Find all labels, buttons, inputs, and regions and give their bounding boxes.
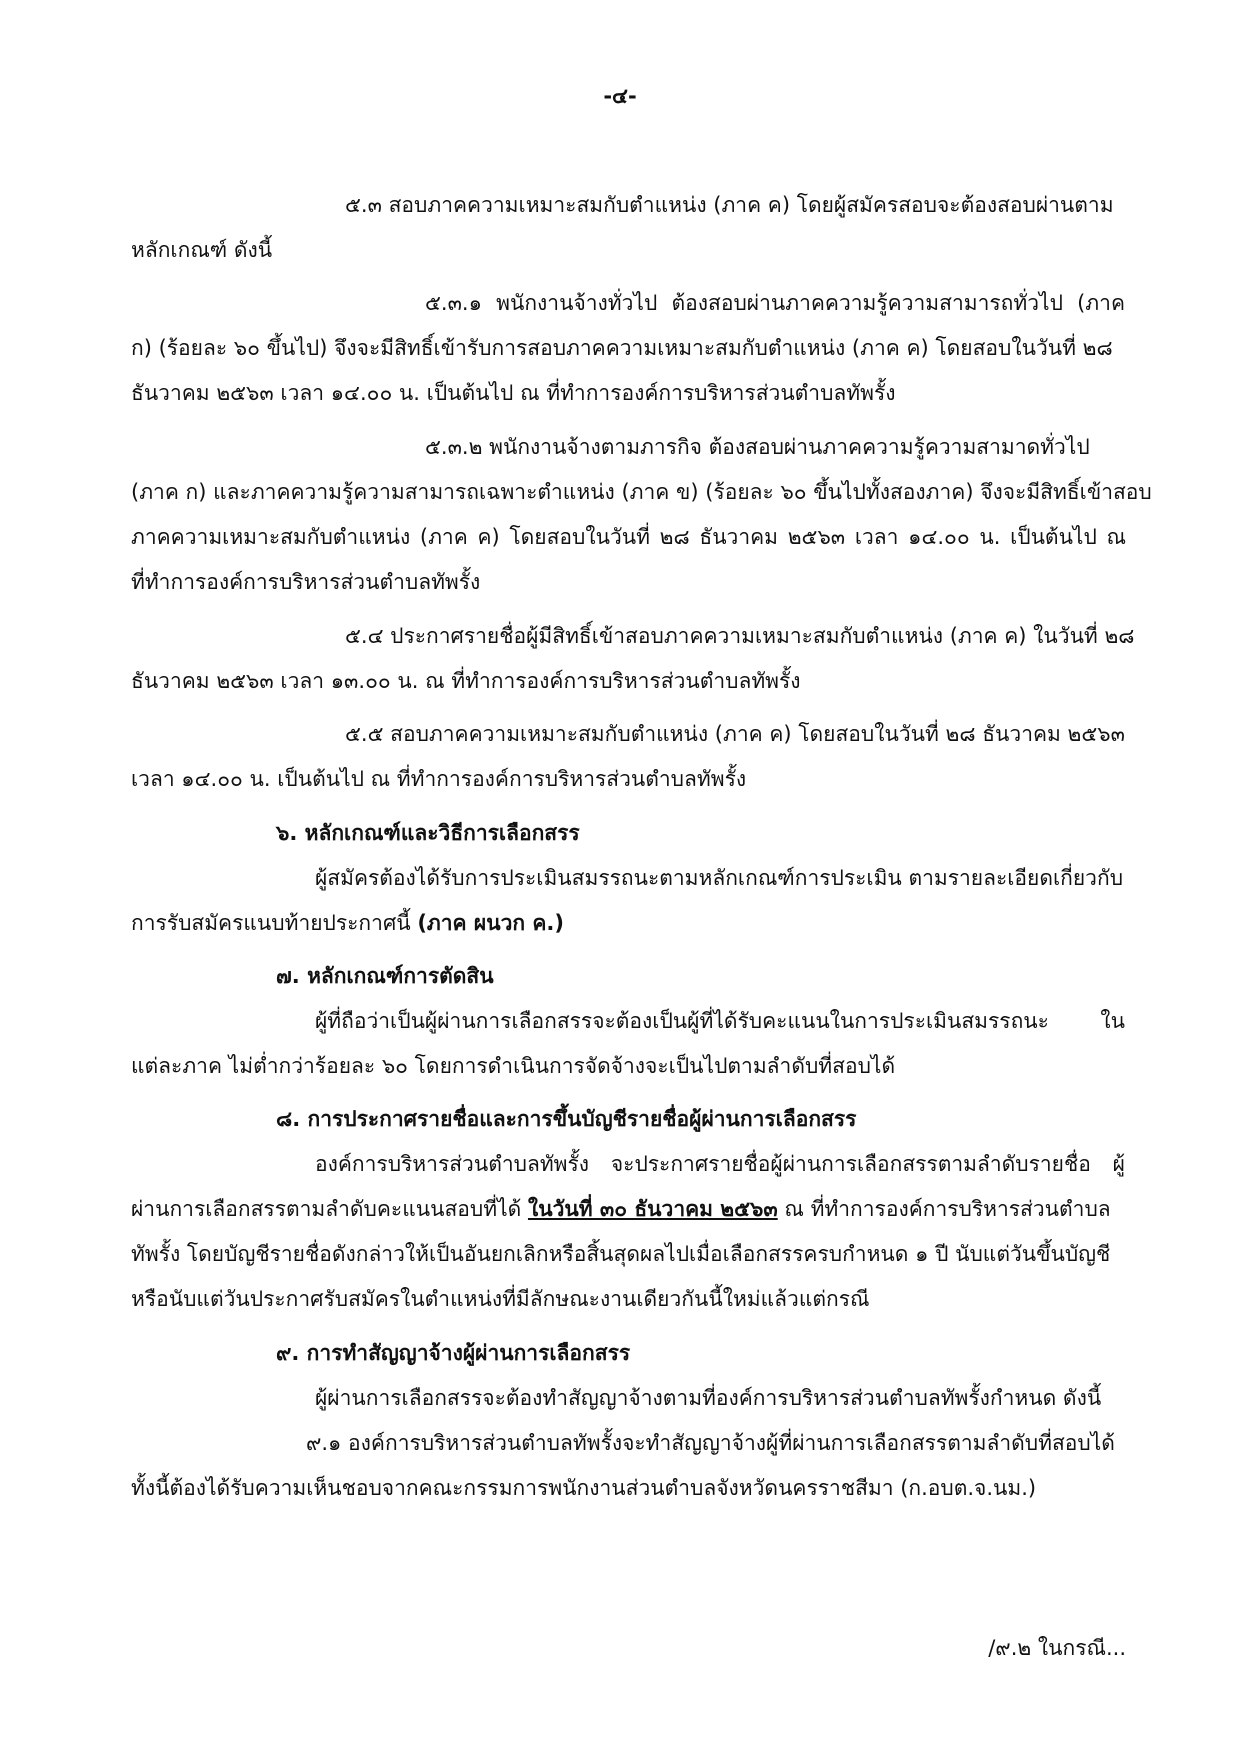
section-5-5-line-2: เวลา ๑๔.๐๐ น. เป็นต้นไป ณ ที่ทำการองค์การบริหารส่วนตำบลทัพรั้ง bbox=[131, 767, 747, 791]
section-5-3-line-2: หลักเกณฑ์ ดังนี้ bbox=[131, 238, 273, 262]
section-5-4-line-2: ธันวาคม ๒๕๖๓ เวลา ๑๓.๐๐ น. ณ ที่ทำการองค์การบริหารส่วนตำบลทัพรั้ง bbox=[131, 669, 801, 693]
page-number: -๔- bbox=[603, 84, 637, 108]
appendix-reference: (ภาค ผนวก ค.) bbox=[417, 911, 565, 935]
section-8-line-2-post: ณ ที่ทำการองค์การบริหารส่วนตำบล bbox=[777, 1197, 1111, 1221]
section-8-line-2 bbox=[131, 1194, 1126, 1224]
section-6-line-2-text: การรับสมัครแนบท้ายประกาศนี้ bbox=[131, 911, 418, 935]
section-5-3-1-line-3: ธันวาคม ๒๕๖๓ เวลา ๑๔.๐๐ น. เป็นต้นไป ณ ที่ทำการองค์การบริหารส่วนตำบลทัพรั้ง bbox=[131, 381, 896, 405]
section-6-line-1: ผู้สมัครต้องได้รับการประเมินสมรรถนะตามหลักเกณฑ์การประเมิน ตามรายละเอียดเกี่ยวกับ bbox=[315, 866, 1124, 890]
section-7-heading: ๗. หลักเกณฑ์การตัดสิน bbox=[276, 964, 494, 988]
section-8-line-3: ทัพรั้ง โดยบัญชีรายชื่อดังกล่าวให้เป็นอันยกเลิกหรือสิ้นสุดผลไปเมื่อเลือกสรรครบกำหนด ๑ ปี นับแต่วันขึ้นบัญชี bbox=[131, 1242, 1111, 1266]
section-5-4-line-1: ๕.๔ ประกาศรายชื่อผู้มีสิทธิ์เข้าสอบภาคความเหมาะสมกับตำแหน่ง (ภาค ค) ในวันที่ ๒๘ bbox=[345, 624, 1135, 648]
section-9-heading: ๙. การทำสัญญาจ้างผู้ผ่านการเลือกสรร bbox=[276, 1341, 631, 1365]
section-9-line-1: ผู้ผ่านการเลือกสรรจะต้องทำสัญญาจ้างตามที่องค์การบริหารส่วนตำบลทัพรั้งกำหนด ดังนี้ bbox=[315, 1386, 1102, 1410]
section-6-line-2 bbox=[131, 908, 1126, 938]
section-8-line-4: หรือนับแต่วันประกาศรับสมัครในตำแหน่งที่มีลักษณะงานเดียวกันนี้ใหม่แล้วแต่กรณี bbox=[131, 1287, 870, 1311]
section-5-3-1-line-1: ๕.๓.๑ พนักงานจ้างทั่วไป ต้องสอบผ่านภาคความรู้ความสามารถทั่วไป (ภาค bbox=[425, 291, 1125, 315]
section-8-line-1: องค์การบริหารส่วนตำบลทัพรั้ง จะประกาศรายชื่อผู้ผ่านการเลือกสรรตามลำดับรายชื่อ ผู้ bbox=[315, 1152, 1125, 1176]
section-7-line-1: ผู้ที่ถือว่าเป็นผู้ผ่านการเลือกสรรจะต้องเป็นผู้ที่ได้รับคะแนนในการประเมินสมรรถนะ ใน bbox=[315, 1009, 1125, 1033]
section-5-5-line-1: ๕.๕ สอบภาคความเหมาะสมกับตำแหน่ง (ภาค ค) โดยสอบในวันที่ ๒๘ ธันวาคม ๒๕๖๓ bbox=[345, 722, 1125, 746]
section-5-3-2-line-3: ภาคความเหมาะสมกับตำแหน่ง (ภาค ค) โดยสอบในวันที่ ๒๘ ธันวาคม ๒๕๖๓ เวลา ๑๔.๐๐ น. เป็นต้นไป ณ bbox=[131, 525, 1126, 549]
section-5-3-line-1: ๕.๓ สอบภาคความเหมาะสมกับตำแหน่ง (ภาค ค) โดยผู้สมัครสอบจะต้องสอบผ่านตาม bbox=[345, 193, 1114, 217]
section-8-line-2-pre: ผ่านการเลือกสรรตามลำดับคะแนนสอบที่ได้ bbox=[131, 1197, 528, 1221]
section-8-heading: ๘. การประกาศรายชื่อและการขึ้นบัญชีรายชื่อผู้ผ่านการเลือกสรร bbox=[276, 1107, 857, 1131]
section-5-3-2-line-4: ที่ทำการองค์การบริหารส่วนตำบลทัพรั้ง bbox=[131, 570, 481, 594]
section-9-line-2: ๙.๑ องค์การบริหารส่วนตำบลทัพรั้งจะทำสัญญาจ้างผู้ที่ผ่านการเลือกสรรตามลำดับที่สอบได้ bbox=[306, 1431, 1115, 1455]
continuation-footer: /๙.๒ ในกรณี... bbox=[988, 1636, 1126, 1660]
section-7-line-2: แต่ละภาค ไม่ต่ำกว่าร้อยละ ๖๐ โดยการดำเนินการจัดจ้างจะเป็นไปตามลำดับที่สอบได้ bbox=[131, 1054, 896, 1078]
section-9-line-3: ทั้งนี้ต้องได้รับความเห็นชอบจากคณะกรรมการพนักงานส่วนตำบลจังหวัดนครราชสีมา (ก.อบต.จ.นม.) bbox=[131, 1476, 1037, 1500]
section-6-heading: ๖. หลักเกณฑ์และวิธีการเลือกสรร bbox=[276, 821, 580, 845]
section-5-3-2-line-2: (ภาค ก) และภาคความรู้ความสามารถเฉพาะตำแหน่ง (ภาค ข) (ร้อยละ ๖๐ ขึ้นไปทั้งสองภาค) จึงจะมีสิทธิ์เข้าสอบ bbox=[131, 480, 1152, 504]
section-5-3-1-line-2: ก) (ร้อยละ ๖๐ ขึ้นไป) จึงจะมีสิทธิ์เข้ารับการสอบภาคความเหมาะสมกับตำแหน่ง (ภาค ค) โดยสอบในวันที่ ๒๘ bbox=[131, 336, 1113, 360]
section-5-3-2-line-1: ๕.๓.๒ พนักงานจ้างตามภารกิจ ต้องสอบผ่านภาคความรู้ความสามาดทั่วไป bbox=[425, 435, 1090, 459]
announcement-date: ในวันที่ ๓๐ ธันวาคม ๒๕๖๓ bbox=[527, 1197, 778, 1221]
